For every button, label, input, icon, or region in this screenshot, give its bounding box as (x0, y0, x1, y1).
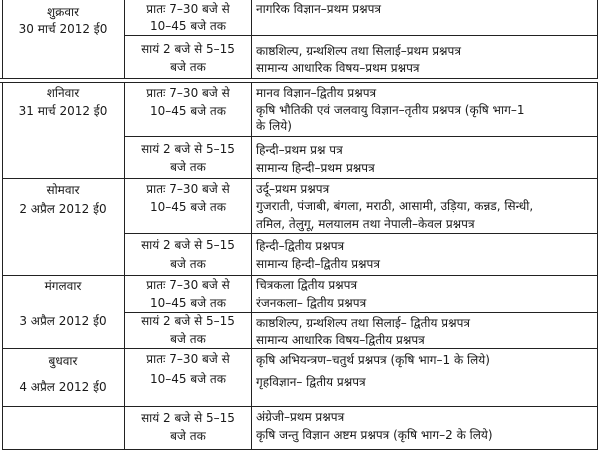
paper: तमिल, तेलुगू, मलयालम तथा नेपाली–केवल प्रश्नपत्र (256, 217, 475, 231)
paper: कृषि अभियन्त्रण–चतुर्थ प्रश्नपत्र (कृषि भाग–1 के लिये) (256, 353, 490, 367)
paper: रंजनकला– द्वितीय प्रश्नपत्र (256, 296, 367, 310)
day-name: मंगलवार (44, 279, 82, 293)
time-slot: सायं 2 बजे से 5–15 (141, 142, 235, 156)
time-slot: 10–45 बजे तक (150, 104, 226, 118)
day-name: शुक्रवार (46, 5, 80, 19)
day-date: 31 मार्च 2012 ई0 (18, 104, 108, 118)
table-border-right (597, 82, 598, 450)
time-slot: सायं 2 बजे से 5–15 (141, 314, 235, 328)
time-slot: बजे तक (170, 332, 206, 346)
block-rule (0, 82, 598, 83)
paper: अंग्रेजी–प्रथम प्रश्नपत्र (256, 410, 345, 424)
table-border-left (2, 82, 3, 450)
paper: गुजराती, पंजाबी, बंगला, मराठी, आसामी, उड़िया, कन्नड, सिन्धी, (256, 199, 534, 213)
time-slot: बजे तक (170, 257, 206, 271)
column-divider (251, 82, 252, 450)
time-slot: प्रातः 7–30 बजे से (146, 352, 230, 366)
day-date: 30 मार्च 2012 ई0 (18, 22, 108, 36)
day-name: बुधवार (48, 354, 78, 368)
block-rule (2, 275, 598, 276)
time-slot: 10–45 बजे तक (150, 372, 226, 386)
day-date: 4 अप्रैल 2012 ई0 (19, 380, 107, 394)
time-slot: प्रातः 7–30 बजे से (146, 278, 230, 292)
session-rule (124, 312, 598, 313)
paper: गृहविज्ञान– द्वितीय प्रश्नपत्र (256, 375, 366, 389)
block-rule (2, 348, 598, 349)
table-border-right (597, 0, 598, 78)
block-rule (2, 406, 598, 407)
session-rule (124, 35, 598, 36)
column-divider (251, 0, 252, 78)
block-rule (2, 178, 598, 179)
paper: चित्रकला द्वितीय प्रश्नपत्र (256, 278, 358, 292)
time-slot: प्रातः 7–30 बजे से (146, 86, 230, 100)
day-date: 3 अप्रैल 2012 ई0 (19, 314, 107, 328)
paper: सामान्य आधारिक विषय–प्रथम प्रश्नपत्र (256, 61, 420, 75)
paper: सामान्य हिन्दी–द्वितीय प्रश्नपत्र (256, 257, 380, 271)
paper: सामान्य आधारिक विषय–द्वितीय प्रश्नपत्र (256, 333, 425, 347)
time-slot: प्रातः 7–30 बजे से (146, 2, 230, 16)
time-slot: बजे तक (170, 160, 206, 174)
time-slot: सायं 2 बजे से 5–15 (141, 42, 235, 56)
time-slot: 10–45 बजे तक (150, 200, 226, 214)
paper: नागरिक विज्ञान–प्रथम प्रश्नपत्र (256, 2, 382, 16)
time-slot: सायं 2 बजे से 5–15 (141, 411, 235, 425)
paper: कृषि जन्तु विज्ञान अष्टम प्रश्नपत्र (कृषि भाग–2 के लिये) (256, 428, 493, 442)
paper: सामान्य हिन्दी–प्रथम प्रश्नपत्र (256, 161, 375, 175)
time-slot: प्रातः 7–30 बजे से (146, 182, 230, 196)
time-slot: बजे तक (170, 60, 206, 74)
paper: हिन्दी–द्वितीय प्रश्नपत्र (256, 239, 345, 253)
time-slot: सायं 2 बजे से 5–15 (141, 238, 235, 252)
day-name: शनिवार (46, 86, 80, 100)
paper: उर्दू–प्रथम प्रश्नपत्र (256, 182, 330, 196)
time-slot: बजे तक (170, 429, 206, 443)
session-rule (124, 233, 598, 234)
day-name: सोमवार (46, 183, 80, 197)
paper: कृषि भौतिकी एवं जलवायु विज्ञान–तृतीय प्रश्नपत्र (कृषि भाग–1 (256, 103, 525, 117)
time-slot: 10–45 बजे तक (150, 19, 226, 33)
day-date: 2 अप्रैल 2012 ई0 (19, 202, 107, 216)
time-slot: 10–45 बजे तक (150, 296, 226, 310)
paper: के लिये) (256, 119, 292, 133)
paper: काष्ठशिल्प, ग्रन्थशिल्प तथा सिलाई–प्रथम प्रश्नपत्र (256, 44, 461, 58)
paper: मानव विज्ञान–द्वितीय प्रश्नपत्र (256, 86, 377, 100)
session-rule (124, 136, 598, 137)
block-rule (0, 78, 598, 79)
paper: काष्ठशिल्प, ग्रन्थशिल्प तथा सिलाई– द्वितीय प्रश्नपत्र (256, 316, 471, 330)
paper: हिन्दी–प्रथम प्रश्न पत्र (256, 143, 343, 157)
